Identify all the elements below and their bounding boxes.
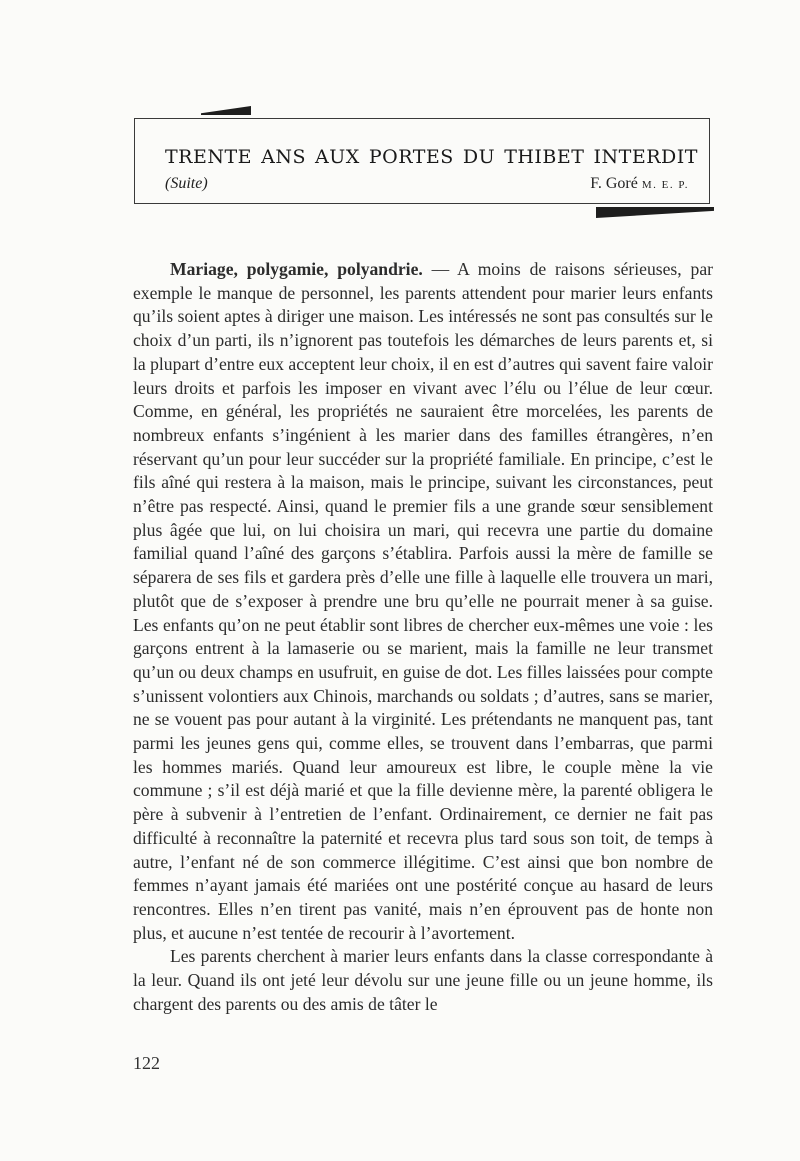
- author-suffix: M. E. P.: [641, 179, 689, 191]
- paragraph: [133, 258, 713, 945]
- title-box-top-ornament: [201, 106, 251, 115]
- paragraph-text: — A moins de raisons sérieuses, par exemple le manque de personnel, les parents attendent pour marier leurs enfants qu’ils soient aptes à diriger une maison. Les intéressés ne sont pas consultés sur le choix d’un parti, ils n’ignorent pas toutefois les démarches de leurs parents et, si la plupart d’entre eux acceptent leur choix, il en est d’autres qui savent faire valoir leurs droits et parfois les imposer en vivant avec l’élu ou l’élue de leur cœur. Comme, en général, les propriétés ne sauraient être morcelées, les parents de nombreux enfants s’ingénient à les marier dans des familles étrangères, n’en réservant qu’un pour leur succéder sur la propriété familiale. En principe, c’est le fils aîné qui restera à la maison, mais le principe, suivant les circonstances, peut n’être pas respecté. Ainsi, quand le premier fils a une grande sœur sensiblement plus âgée que lui, on lui choisira un mari, qui recevra une partie du domaine familial quand l’aîné des garçons s’établira. Parfois aussi la mère de famille se séparera de ses fils et gardera près d’elle une fille à laquelle elle trouvera un mari, plutôt que de s’exposer à prendre une bru qu’elle ne pourrait mener à sa guise. Les enfants qu’on ne peut établir sont libres de chercher eux-mêmes une voie : les garçons entrent à la lamaserie ou se marient, mais la famille ne leur transmet qu’un ou deux champs en usufruit, en guise de dot. Les filles laissées pour compte s’unissent volontiers aux Chinois, marchands ou soldats ; d’autres, sans se marier, ne se vouent pas pour autant à la virginité. Les prétendants ne manquent pas, tant parmi les jeunes gens qui, comme elles, se trouvent dans l’embarras, que parmi les hommes mariés. Quand leur amoureux est libre, le couple mène la vie commune ; s’il est déjà marié et que la fille devienne mère, la parenté obligera le père à subvenir à l’entretien de l’enfant. Ordinairement, ce dernier ne fait pas difficulté à reconnaître la paternité et recevra plus tard sous son toit, de temps à autre, l’enfant né de son commerce illégitime. C’est ainsi que bon nombre de femmes n’ayant jamais été mariées ont une postérité conçue au hasard de leurs rencontres. Elles n’en tirent pas vanité, mais n’en éprouvent pas de honte non plus, et aucune n’est tentée de recourir à l’avortement.: [133, 259, 713, 943]
- paragraph-text: Les parents cherchent à marier leurs enfants dans la classe correspondante à la leur. Quand ils ont jeté leur dévolu sur une jeune fille ou un jeune homme, ils chargent des parents ou des amis de tâter le: [133, 946, 713, 1014]
- paragraph-lead: Mariage, polygamie, polyandrie.: [170, 259, 423, 279]
- article-author: [590, 175, 689, 193]
- article-subtitle: (Suite): [165, 175, 208, 192]
- paragraph: [133, 945, 713, 1016]
- page-number: 122: [133, 1053, 160, 1073]
- title-box-bottom-ornament: [596, 207, 714, 218]
- article-title-box: [134, 118, 710, 204]
- article-title: trente ans aux portes du thibet interdit: [165, 139, 698, 170]
- article-body: [133, 258, 713, 1017]
- author-name: F. Goré: [590, 175, 638, 192]
